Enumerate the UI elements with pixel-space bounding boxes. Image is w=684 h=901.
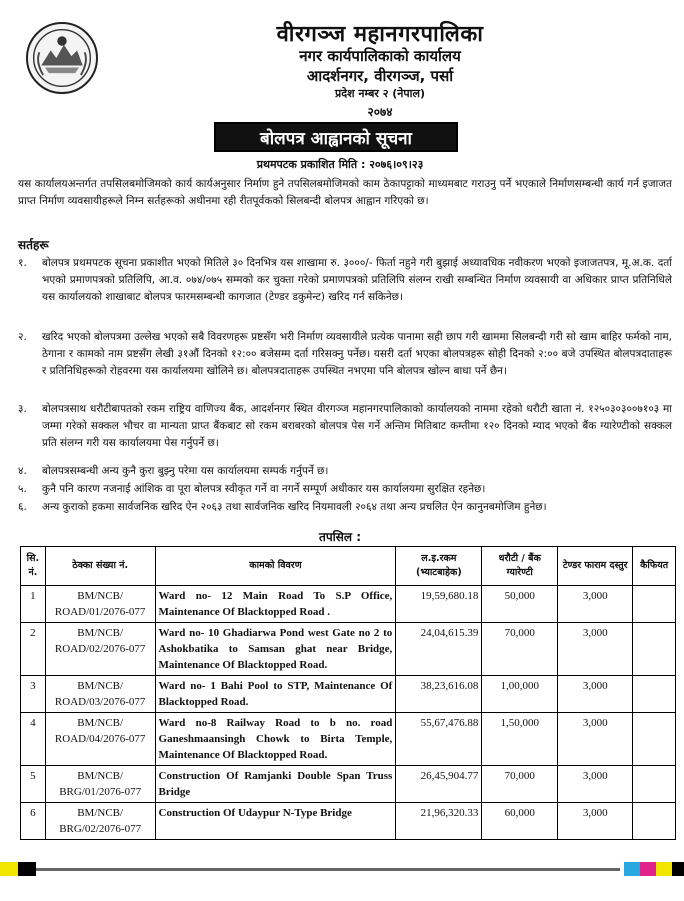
cell-contract-no: BM/NCB/ ROAD/02/2076-077 (45, 623, 155, 676)
intro-paragraph: यस कार्यालयअन्तर्गत तपसिलबमोजिमको कार्य कार्यअनुसार निर्माण हुने तपसिलबमोजिमको काम ठेकापट्टाको माध्यमबाट गराउनु पर्ने भएकाले निर्माणसम्बन्धी कार्य गर्न इजाजत प्राप्त निर्माण व्यवसायीहरूले निम्न सर्तहरूको अधीनमा रही रीतपूर्वकको सिलबन्दी बोलपत्र आह्वान गरिएको छ। (18, 178, 672, 207)
condition-item (18, 481, 672, 499)
table-row (21, 586, 676, 623)
condition-item (18, 499, 672, 517)
cell-remark (633, 803, 676, 840)
cell-contract-no: BM/NCB/ ROAD/03/2076-077 (45, 676, 155, 713)
cell-serial: 5 (21, 766, 46, 803)
print-registration-mark (0, 862, 18, 876)
print-registration-mark (672, 862, 684, 876)
cell-amount: 55,67,476.88 (396, 713, 482, 766)
cell-description: Ward no- 12 Main Road To S.P Office, Maintenance Of Blacktopped Road . (155, 586, 396, 623)
condition-item (18, 401, 672, 463)
cell-contract-no: BM/NCB/ ROAD/01/2076-077 (45, 586, 155, 623)
established-year: २०७४ (367, 105, 393, 119)
cell-serial: 6 (21, 803, 46, 840)
cell-guarantee: 70,000 (482, 766, 558, 803)
condition-number: १. (18, 257, 27, 269)
condition-number: ४. (18, 465, 27, 477)
table-row (21, 676, 676, 713)
condition-number: ३. (18, 403, 27, 415)
cell-guarantee: 50,000 (482, 586, 558, 623)
header-serial: सि. नं. (21, 547, 46, 586)
condition-item (18, 255, 672, 329)
print-registration-mark (18, 862, 36, 876)
schedule-title: तपसिल : (319, 530, 361, 544)
cell-amount: 19,59,680.18 (396, 586, 482, 623)
cell-description: Ward no-8 Railway Road to b no. road Ganeshmaansingh Chowk to Birta Temple, Maintenance Of Blacktopped Road. (155, 713, 396, 766)
cell-guarantee: 1,00,000 (482, 676, 558, 713)
office-address: आदर्शनगर, वीरगञ्ज, पर्सा (306, 67, 454, 85)
cell-fee: 3,000 (558, 766, 633, 803)
province-name: प्रदेश नम्बर २ (नेपाल) (335, 87, 425, 100)
header-remarks: कैफियत (633, 547, 676, 586)
cell-amount: 21,96,320.33 (396, 803, 482, 840)
cell-contract-no: BM/NCB/ BRG/01/2076-077 (45, 766, 155, 803)
condition-text: अन्य कुराको हकमा सार्वजनिक खरिद ऐन २०६३ तथा सार्वजनिक खरिद नियमावली २०६४ तथा अन्य प्रचलित ऐन कानुनबमोजिम हुनेछ। (42, 501, 547, 513)
table-row (21, 713, 676, 766)
cell-remark (633, 623, 676, 676)
cell-serial: 4 (21, 713, 46, 766)
cell-serial: 2 (21, 623, 46, 676)
conditions-heading: सर्तहरू (18, 238, 49, 252)
cell-fee: 3,000 (558, 713, 633, 766)
condition-text: बोलपत्रसाथ धरौटीबापतको रकम राष्ट्रिय वाणिज्य बैंक, आदर्शनगर स्थित वीरगञ्ज महानगरपालिकाको कार्यालयको नाममा रहेको धरौटी खाता नं. १२५०३०३००७१०३ मा जम्मा गरेको सक्कल भौचर वा मान्यता प्राप्त बैंकबाट सो रकम बराबरको बोलपत्र पेस गर्ने अन्तिम मितिबाट कम्तीमा १२० दिनको म्याद भएको बैंक ग्यारेण्टीको सक्कल प्रति संलग्न गरी यस कार्यालयमा पेस गर्नुपर्ने छ। (42, 403, 672, 449)
cell-remark (633, 676, 676, 713)
tender-schedule-table (20, 546, 676, 840)
condition-item (18, 463, 672, 481)
office-name: नगर कार्यपालिकाको कार्यालय (299, 47, 461, 65)
condition-item (18, 329, 672, 401)
cell-fee: 3,000 (558, 623, 633, 676)
print-registration-mark (624, 862, 640, 876)
footer-rule (36, 868, 620, 871)
header-work-description: कामको विवरण (155, 547, 396, 586)
table-row (21, 623, 676, 676)
cell-fee: 3,000 (558, 586, 633, 623)
header-bid-security: धरौटी / बैंक ग्यारेण्टी (482, 547, 558, 586)
cell-amount: 24,04,615.39 (396, 623, 482, 676)
cell-fee: 3,000 (558, 803, 633, 840)
header-contract-no: ठेक्का संख्या नं. (45, 547, 155, 586)
header-tender-fee: टेण्डर फाराम दस्तुर (558, 547, 633, 586)
cell-description: Construction Of Udaypur N-Type Bridge (155, 803, 396, 840)
table-row (21, 803, 676, 840)
condition-text: बोलपत्र प्रथमपटक सूचना प्रकाशीत भएको मितिले ३० दिनभित्र यस शाखामा रु. ३०००/- फिर्ता नहुने गरी बुझाई अध्यावधिक नवीकरण भएको इजाजतपत्र, मू.अ.क. दर्ता भएको प्रमाणपत्रको प्रतिलिपि, आ.व. ०७४/०७५ सम्मको कर चुक्ता गरेको प्रमाणपत्रको प्रतिलिपि संलग्न राखी सम्बन्धित निर्माण व्यवसायी वा अधिकार प्राप्त प्रतिनिधिले यस कार्यालयको शाखाबाट बोलपत्र फारमसम्बन्धी कागजात (टेण्डर डकुमेन्ट) खरिद गर्न सकिनेछ। (42, 257, 672, 303)
cell-guarantee: 1,50,000 (482, 713, 558, 766)
cell-guarantee: 60,000 (482, 803, 558, 840)
government-emblem-logo (26, 22, 98, 94)
publish-date: प्रथमपटक प्रकाशित मिति : २०७६।०९।२३ (256, 158, 424, 171)
table-header-row (21, 547, 676, 586)
condition-number: ५. (18, 483, 27, 495)
cell-description: Ward no- 10 Ghadiarwa Pond west Gate no 2 to Ashokbatika to Samsan ghat near Bridge, Maintenance Of Blacktopped Road. (155, 623, 396, 676)
cell-contract-no: BM/NCB/ ROAD/04/2076-077 (45, 713, 155, 766)
cell-serial: 1 (21, 586, 46, 623)
municipality-name: वीरगञ्ज महानगरपालिका (276, 22, 484, 47)
cell-description: Construction Of Ramjanki Double Span Truss Bridge (155, 766, 396, 803)
condition-text: कुनै पनि कारण नजनाई आंशिक वा पूरा बोलपत्र स्वीकृत गर्ने वा नगर्ने सम्पूर्ण अधीकार यस कार्यालयमा सुरक्षित रहनेछ। (42, 483, 486, 495)
cell-serial: 3 (21, 676, 46, 713)
cell-amount: 38,23,616.08 (396, 676, 482, 713)
cell-fee: 3,000 (558, 676, 633, 713)
cell-contract-no: BM/NCB/ BRG/02/2076-077 (45, 803, 155, 840)
condition-number: २. (18, 331, 27, 343)
condition-number: ६. (18, 501, 27, 513)
conditions-list (18, 255, 672, 517)
cell-guarantee: 70,000 (482, 623, 558, 676)
condition-text: बोलपत्रसम्बन्धी अन्य कुनै कुरा बुझ्नु परेमा यस कार्यालयमा सम्पर्क गर्नुपर्ने छ। (42, 465, 329, 477)
cell-description: Ward no- 1 Bahi Pool to STP, Maintenance Of Blacktopped Road. (155, 676, 396, 713)
cell-amount: 26,45,904.77 (396, 766, 482, 803)
cell-remark (633, 766, 676, 803)
notice-title: बोलपत्र आह्वानको सूचना (214, 122, 458, 152)
print-registration-mark (640, 862, 656, 876)
cell-remark (633, 586, 676, 623)
condition-text: खरिद भएको बोलपत्रमा उल्लेख भएको सबै विवरणहरू प्रष्टसँग भरी निर्माण व्यवसायीले प्रत्येक पानामा सही छाप गरी खाममा सिलबन्दी गरी सो खाम बाहिर फर्मको नाम, ठेगाना र कामको नाम प्रष्टसँग लेखी ३१औं दिनको १२:०० बजेसम्म दर्ता गरिसक्नु पर्नेछ। यसरी दर्ता भएका बोलपत्रहरू सोही दिनको २:०० बजे उपस्थित बोलपत्रदाताहरू र प्रतिनिधिहरूको रोहवरमा यस कार्यालयमा खोलिने छ। बोलपत्रदाताहरू उपस्थित नभएमा पनि बोलपत्र खोल्न बाधा पर्ने छैन। (42, 331, 672, 377)
header-estimated-amount: ल.इ.रकम (भ्याटबाहेक) (396, 547, 482, 586)
table-row (21, 766, 676, 803)
cell-remark (633, 713, 676, 766)
